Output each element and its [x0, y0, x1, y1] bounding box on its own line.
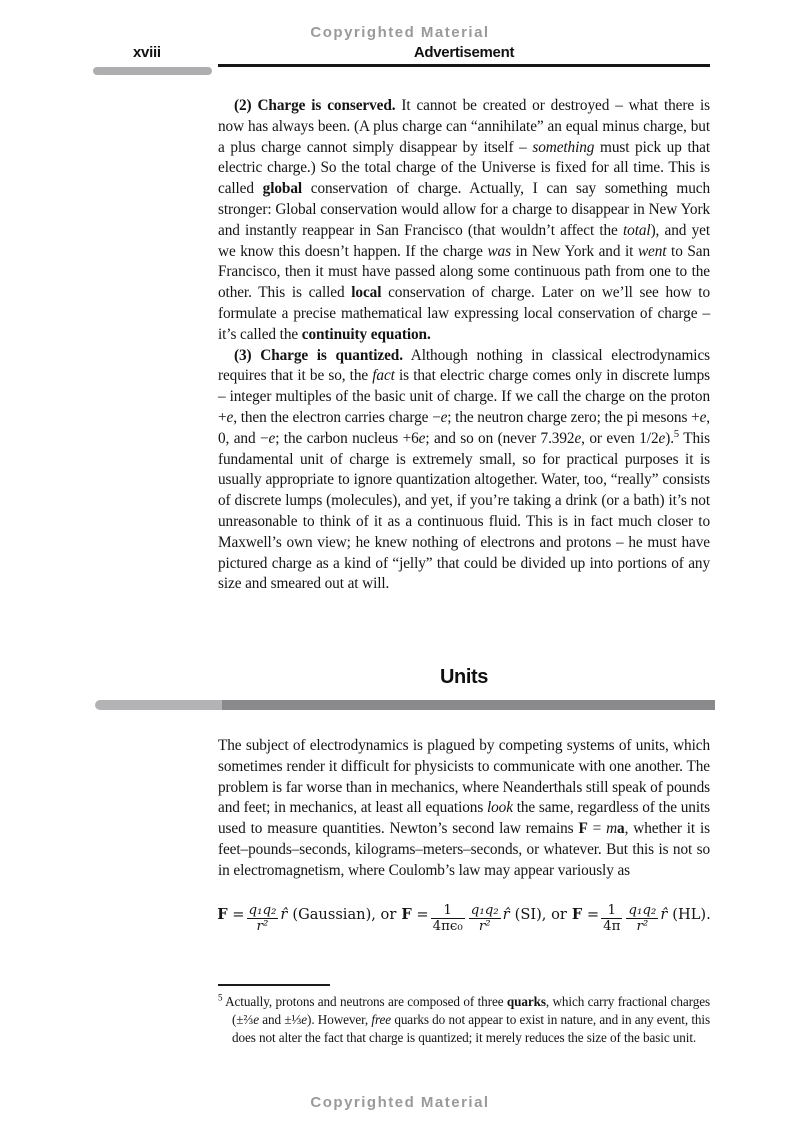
coulomb-equation [204, 903, 724, 935]
units-divider-dark-segment [222, 700, 715, 710]
copyright-notice-bottom: Copyrighted Material [310, 1094, 490, 1111]
footnote: $^5$ Actually, protons and neutrons are composed of three quarks, which carry fractional charges (±⅔e and ±⅓e). However, free quarks do not appear to exist in nature, and in any event, this does not alter the fact that charge is quantized; it merely reduces the size of the basic unit. [218, 992, 710, 1045]
units-text [218, 736, 710, 882]
paragraph-units: The subject of electrodynamics is plagued by competing systems of units, which sometimes render it difficult for physicists to communicate with one another. The problem is far worse than in mechanics, where Neanderthals still speak of pounds and feet; in mechanics, at least all equations look the same, regardless of the units used to measure quantities. Newton’s second law remains F = ma, whether it is feet–pounds–seconds, kilograms–meters–seconds, or whatever. But this is not so in electromagnetism, where Coulomb’s law may appear variously as [218, 737, 710, 879]
header-rule [218, 64, 710, 67]
paragraph-charge-conserved: (2) Charge is conserved. It cannot be created or destroyed – what there is now has always been. (A plus charge can “annihilate” an equal minus charge, but a plus charge cannot simply disappear by itself – something must pick up that electric charge.) So the total charge of the Universe is fixed for all time. This is called global conservation of charge. Actually, I can say something much stronger: Global conservation would allow for a charge to disappear in New York and instantly reappear in San Francisco (that wouldn’t affect the total), and yet we know this doesn’t happen. If the charge was in New York and it went to San Francisco, then it must have passed along some continuous path from one to the other. This is called local conservation of charge. Later on we’ll see how to formulate a precise mathematical law expressing local conservation of charge – it’s called the continuity equation. [218, 97, 711, 343]
equation-term-si: F = $\frac{1}{\text{4πϵ₀}}$ $\frac{\text{q₁q₂}}{\text{r²}}$ r̂ (SI), or [401, 903, 567, 935]
paragraph-charge-quantized: (3) Charge is quantized. Although nothing in classical electrodynamics requires that it be so, the fact is that electric charge comes only in discrete lumps – integer multiples of the basic unit of charge. If we call the charge on the proton +e, then the electron carries charge −e; the neutron charge zero; the pi mesons +e, 0, and −e; the carbon nucleus +6e; and so on (never 7.392e, or even 1/2e).$^5$ This fundamental unit of charge is extremely small, so for practical purposes it is usually appropriate to ignore quantization altogether. Water, too, “really” consists of discrete lumps (molecules), and yet, if you’re taking a drink (or a bath) it’s not unreasonable to think of it as a continuous fluid. This is in fact much closer to Maxwell’s own view; he knew nothing of electrons and protons – he must have pictured charge as a kind of “jelly” that could be divided up into portions of any size and smeared out at will. [218, 346, 710, 593]
units-divider-bar [95, 700, 715, 710]
equation-term-hl: F = $\frac{1}{4\pi}$ $\frac{\text{q₁q₂}}{\text{r²}}$ r̂ (HL). [571, 903, 711, 935]
copyright-notice-top: Copyrighted Material [310, 24, 490, 41]
main-text [218, 96, 710, 595]
units-heading: Units [439, 666, 488, 688]
page-number: xviii [133, 44, 161, 61]
footnote-rule [218, 984, 330, 986]
header-gray-bar [93, 67, 212, 75]
equation-term-gaussian: F = $\frac{\text{q₁q₂}}{\text{r²}}$ r̂ (Gaussian), or [217, 903, 397, 935]
running-head: Advertisement [413, 44, 515, 61]
units-divider-light-segment [95, 700, 222, 710]
